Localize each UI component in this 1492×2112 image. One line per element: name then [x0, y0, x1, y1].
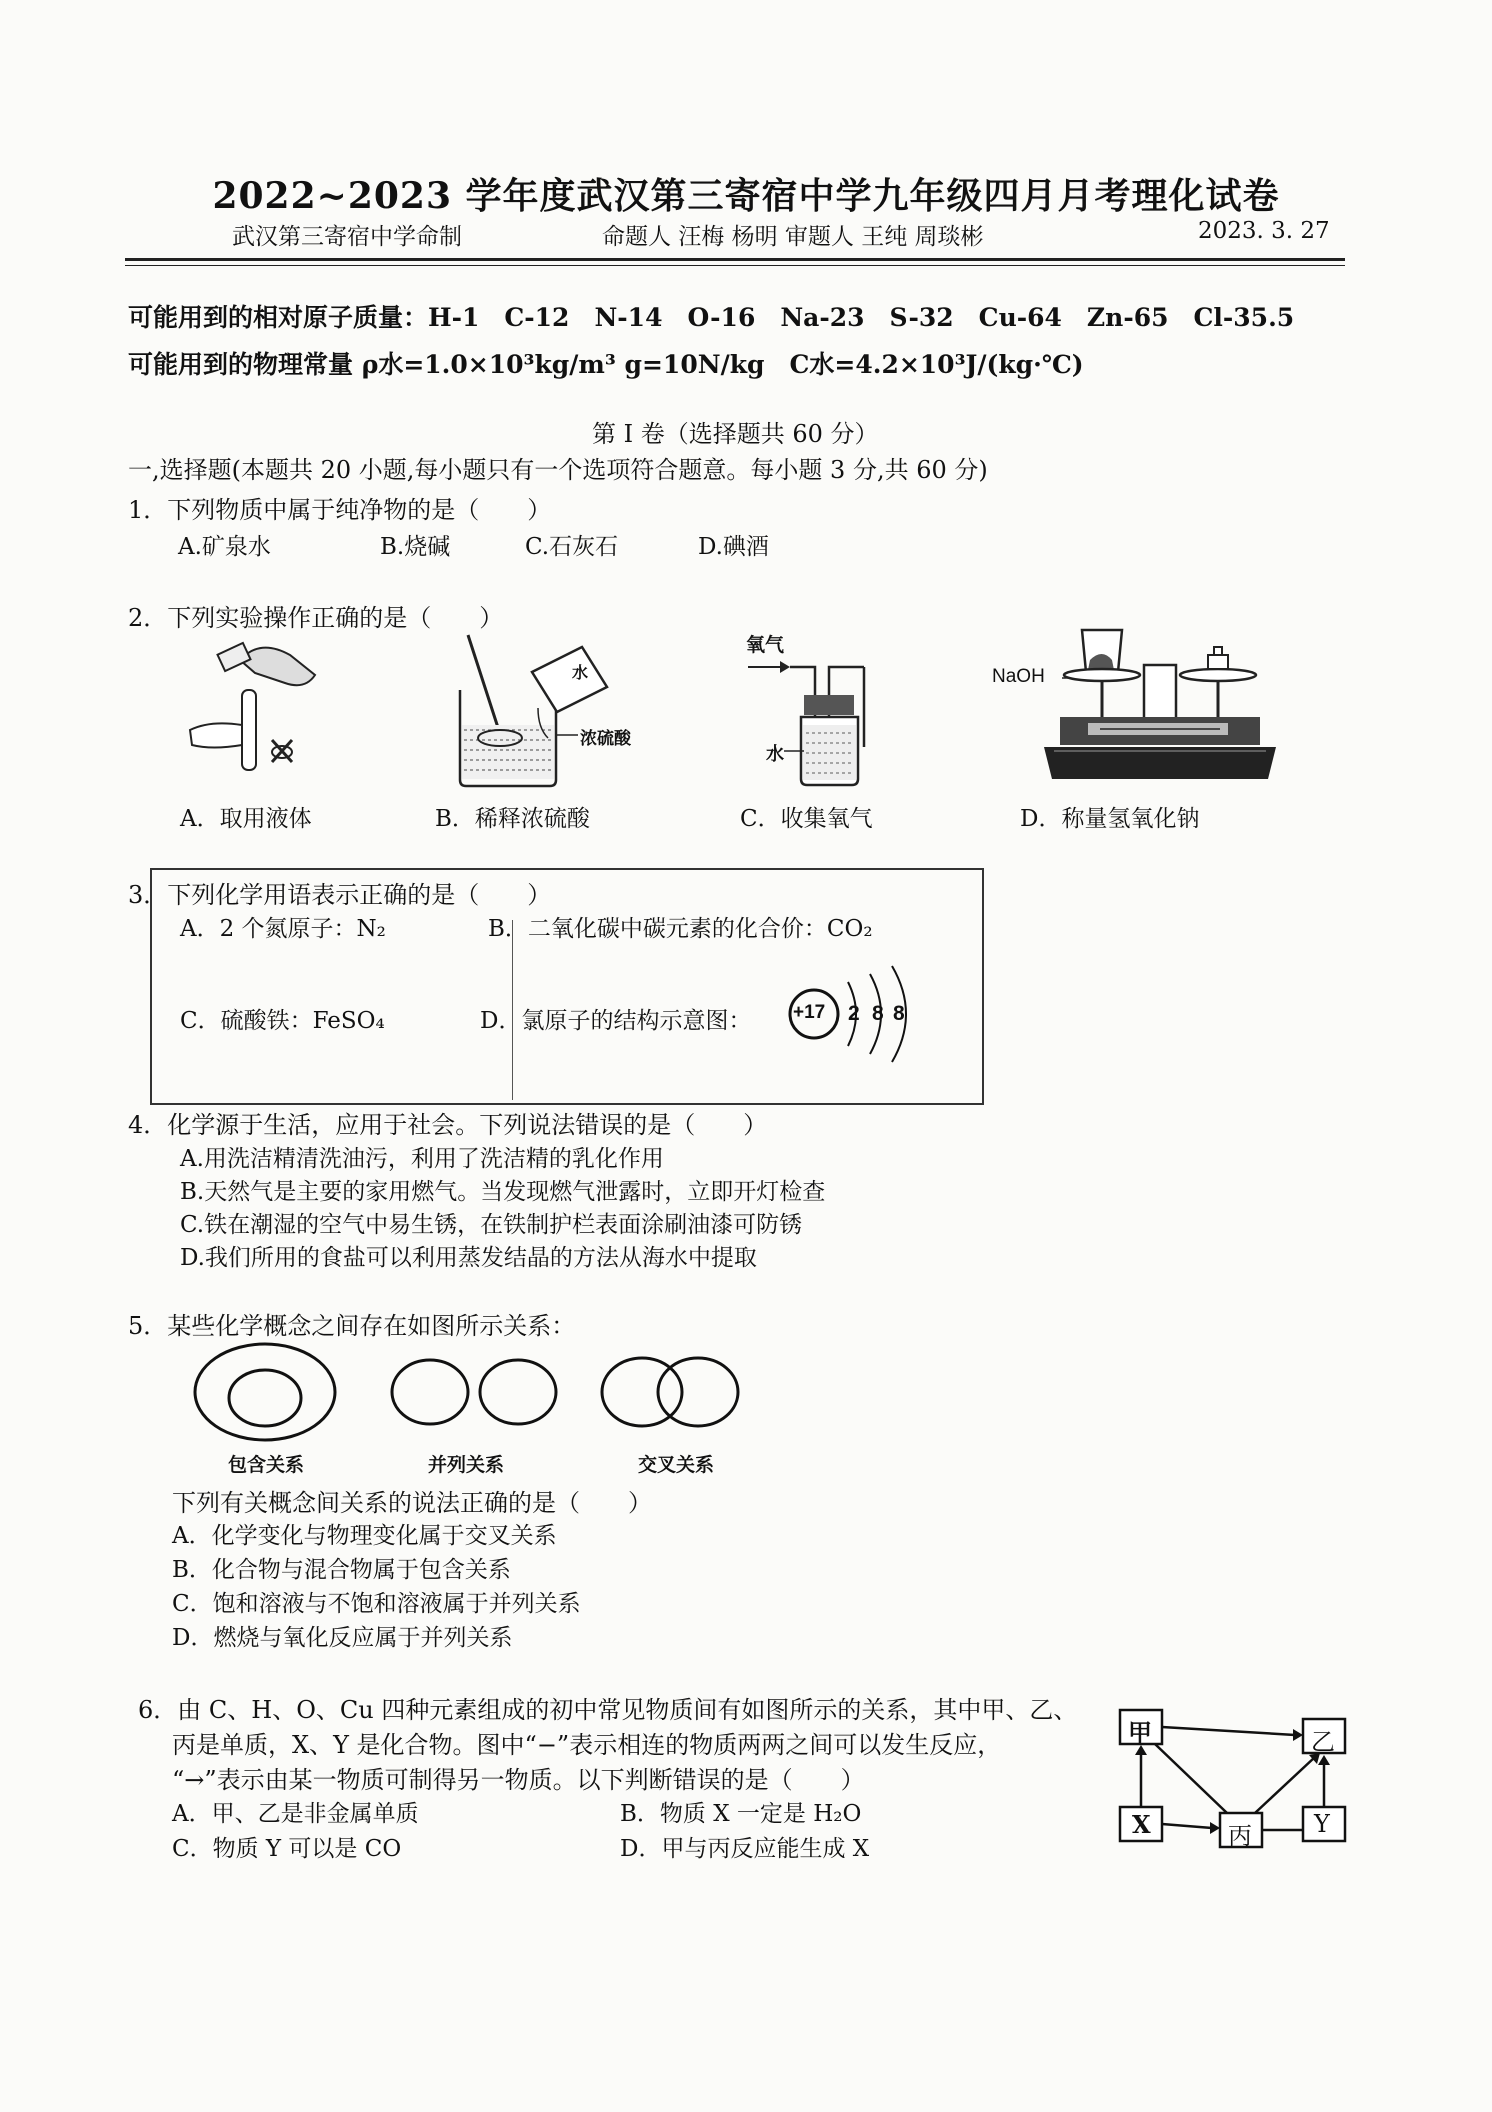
q6-node-yi: 乙 — [1311, 1728, 1335, 1756]
q1-stem: 1．下列物质中属于纯净物的是（ ） — [128, 496, 552, 524]
q3-shell-1: 2 — [848, 1002, 860, 1025]
exam-org: 武汉第三寄宿中学命制 — [232, 224, 462, 250]
q5-option-a: A．化学变化与物理变化属于交叉关系 — [172, 1523, 557, 1549]
q4-option-c: C.铁在潮湿的空气中易生锈，在铁制护栏表面涂刷油漆可防锈 — [180, 1212, 803, 1238]
q2-option-d: D．称量氢氧化钠 — [1020, 806, 1200, 832]
q6-node-bing: 丙 — [1228, 1822, 1252, 1850]
physics-constants-line: 可能用到的物理常量 ρ水=1.0×10³kg/m³ g=10N/kg C水=4.2×10³J/(kg·℃) — [128, 350, 1084, 379]
q4-option-d: D.我们所用的食盐可以利用蒸发结晶的方法从海水中提取 — [180, 1245, 757, 1271]
q5-label-cross: 交叉关系 — [638, 1455, 715, 1476]
q6-node-x: X — [1132, 1810, 1151, 1839]
q3-shell-2: 8 — [872, 1002, 884, 1025]
q6-line-2: 丙是单质，X、Y 是化合物。图中“−”表示相连的物质两两之间可以发生反应， — [172, 1731, 1002, 1759]
atomic-mass-line: 可能用到的相对原子质量：H-1 C-12 N-14 O-16 Na-23 S-32 Cu-64 Zn-65 Cl-35.5 — [128, 303, 1295, 332]
instructions: 一,选择题(本题共 20 小题,每小题只有一个选项符合题意。每小题 3 分,共 60 分) — [128, 456, 988, 484]
q5-stem2: 下列有关概念间关系的说法正确的是（ ） — [172, 1489, 652, 1517]
q4-option-a: A.用洗洁精清洗油污，利用了洗洁精的乳化作用 — [180, 1146, 664, 1172]
q3-stem: 3．下列化学用语表示正确的是（ ） — [128, 881, 552, 909]
q2-label-water: 水 — [572, 665, 589, 682]
q2-stem: 2．下列实验操作正确的是（ ） — [128, 604, 504, 632]
q2-figure-b — [450, 630, 670, 790]
q6-option-b: B．物质 X 一定是 H₂O — [620, 1801, 862, 1827]
header-rule — [125, 258, 1345, 261]
q2-figure-c — [746, 655, 896, 790]
q5-label-parallel: 并列关系 — [428, 1455, 505, 1476]
q6-option-a: A．甲、乙是非金属单质 — [172, 1801, 419, 1827]
q5-option-c: C．饱和溶液与不饱和溶液属于并列关系 — [172, 1591, 581, 1617]
q1-option-a: A.矿泉水 — [178, 534, 271, 560]
q6-node-y: Y — [1314, 1810, 1330, 1838]
q4-stem: 4．化学源于生活，应用于社会。下列说法错误的是（ ） — [128, 1111, 768, 1139]
q5-option-b: B．化合物与混合物属于包含关系 — [172, 1557, 511, 1583]
exam-authors: 命题人 汪梅 杨明 审题人 王纯 周琰彬 — [602, 224, 984, 250]
q3-shell-3: 8 — [893, 1002, 905, 1025]
q2-label-water-c: 水 — [766, 744, 784, 764]
q6-line-1: 6．由 C、H、O、Cu 四种元素组成的初中常见物质间有如图所示的关系，其中甲、乙、 — [138, 1696, 1078, 1724]
q2-label-oxygen: 氧气 — [746, 635, 785, 656]
q1-option-c: C.石灰石 — [525, 534, 619, 560]
q2-option-b: B．稀释浓硫酸 — [435, 806, 590, 832]
q2-option-a: A．取用液体 — [180, 806, 312, 832]
q6-option-c: C．物质 Y 可以是 CO — [172, 1836, 402, 1862]
q2-label-acid: 浓硫酸 — [580, 729, 631, 748]
q3-nucleus: +17 — [793, 1002, 826, 1023]
q4-option-b: B.天然气是主要的家用燃气。当发现燃气泄露时，立即开灯检查 — [180, 1179, 826, 1205]
q5-relation-diagram — [190, 1340, 750, 1450]
q3-option-c: C．硫酸铁：FeSO₄ — [180, 1008, 385, 1034]
q6-line-3: “→”表示由某一物质可制得另一物质。以下判断错误的是（ ） — [172, 1766, 865, 1794]
q6-option-d: D．甲与丙反应能生成 X — [620, 1836, 870, 1862]
exam-date: 2023. 3. 27 — [1198, 218, 1330, 244]
q5-option-d: D．燃烧与氧化反应属于并列关系 — [172, 1625, 513, 1651]
q3-option-a: A．2 个氮原子：N₂ — [180, 916, 386, 942]
section-title: 第 I 卷（选择题共 60 分） — [592, 420, 879, 448]
q2-figure-a — [180, 630, 340, 790]
q2-figure-d — [1040, 625, 1280, 790]
q5-stem: 5．某些化学概念之间存在如图所示关系： — [128, 1312, 576, 1340]
q1-option-b: B.烧碱 — [380, 534, 451, 560]
header-rule-thin — [125, 265, 1345, 266]
q3-option-b: B．二氧化碳中碳元素的化合价：CO₂ — [488, 916, 873, 942]
q2-label-naoh: NaOH — [992, 666, 1045, 687]
q5-label-contain: 包含关系 — [228, 1455, 305, 1476]
q1-option-d: D.碘酒 — [698, 534, 769, 560]
q3-option-d: D．氯原子的结构示意图： — [480, 1008, 752, 1034]
q6-node-jia: 甲 — [1128, 1718, 1152, 1747]
q2-option-c: C．收集氧气 — [740, 806, 873, 832]
exam-title: 2022~2023 学年度武汉第三寄宿中学九年级四月月考理化试卷 — [212, 175, 1280, 217]
